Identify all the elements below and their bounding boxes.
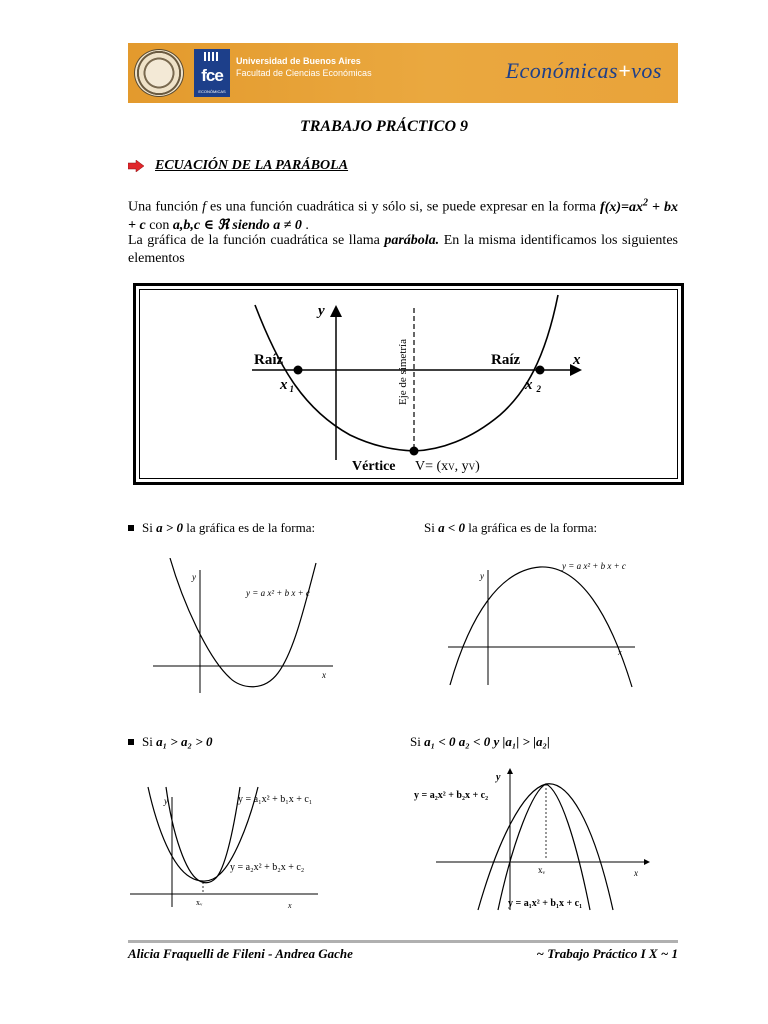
g4-x-arrow (644, 859, 650, 865)
root-right-label: Raíz (491, 352, 521, 368)
g2-equation: y = a x² + b x + c (562, 561, 626, 571)
fce-logo-subtext: ECONÓMICAS (198, 89, 226, 94)
g3-y-label: y (164, 796, 168, 806)
g2-curve (450, 567, 632, 687)
c1-text-b: a > 0 (156, 520, 184, 535)
graph-upward-parabola (148, 558, 348, 698)
c4-text-a: Si (410, 734, 425, 749)
footer-authors: Alicia Fraquelli de Fileni - Andrea Gache (128, 946, 353, 961)
bullet-square-icon (128, 525, 134, 531)
bullet-square-icon (128, 739, 134, 745)
p1-text-a: Una función (128, 199, 203, 215)
graph-two-upward-parabolas (128, 782, 330, 912)
g2-y-label: y (480, 571, 484, 581)
x1-letter: x (280, 377, 288, 393)
main-y-arrow (330, 305, 342, 317)
g4-curve-a1 (498, 784, 590, 910)
vertex-equation (415, 459, 480, 474)
root-left-label: Raíz (254, 352, 284, 368)
g3-curve-a1 (166, 787, 240, 883)
diagram-inner-frame (139, 289, 678, 479)
main-y-label: y (318, 303, 325, 319)
building-icon (204, 52, 220, 61)
x1-subscript: 1 (289, 384, 294, 394)
vertex-sub-y: V (468, 462, 476, 472)
university-name: Universidad de Buenos Aires (236, 56, 361, 66)
paragraph-definition (128, 194, 678, 235)
vertex-sub-x: V (448, 462, 455, 472)
c2-text-a: Si (424, 520, 439, 535)
parabola-diagram (133, 283, 684, 485)
parabola-diagram-svg (140, 290, 677, 478)
root-right-point (536, 366, 545, 375)
g4-equation-2: y = a₁x² + b₁x + c₁ (508, 898, 583, 909)
p1-text-b: es una función cuadrática si y sólo si, se puede expresar en la forma (206, 199, 601, 215)
g3-xv-label: xᵥ (196, 898, 203, 907)
x2-letter: x (525, 377, 533, 393)
g4-y-arrow (507, 768, 513, 774)
arrow-right-icon (128, 160, 144, 172)
vertex-label: Vértice (352, 459, 396, 474)
fce-logo (194, 49, 230, 97)
p1-text-c: con (145, 217, 173, 233)
x2-subscript: 2 (536, 384, 541, 394)
c2-text-b: a < 0 (438, 520, 466, 535)
vertex-eq-close: ) (475, 459, 480, 474)
header-banner (128, 43, 678, 103)
c1-text-c: la gráfica es de la forma: (183, 520, 316, 535)
g2-x-label: x (618, 648, 622, 657)
g3-equation-1: y = a₁x² + b₁x + c₁ (238, 794, 313, 805)
symmetry-axis-label: Eje de simetría (397, 339, 409, 405)
page-title: TRABAJO PRÁCTICO 9 (299, 118, 469, 135)
paragraph-parabola (128, 232, 678, 268)
root-left-point (294, 366, 303, 375)
condition-a-negative (424, 520, 597, 536)
c1-text-a: Si (142, 520, 157, 535)
x2-label (524, 377, 542, 394)
vertex-eq-start: V= (x (415, 459, 449, 474)
g4-curve-a2 (478, 784, 613, 910)
condition-a1-a2-negative (410, 734, 550, 750)
footer-page-info: ~ Trabajo Práctico I X ~ 1 (536, 946, 678, 961)
g1-y-label: y (192, 572, 196, 582)
g4-xv-label: xᵥ (538, 865, 546, 875)
g4-x-label: x (634, 868, 638, 878)
graph-downward-parabola (440, 555, 652, 690)
g4-equation-1: y = a₂x² + b₂x + c₂ (414, 790, 489, 801)
brand-main: Económicas (505, 58, 619, 83)
c2-text-c: la gráfica es de la forma: (465, 520, 598, 535)
g1-equation: y = a x² + b x + c (246, 588, 310, 598)
main-x-label: x (573, 352, 581, 368)
p1-formula-exp: 2 (643, 197, 648, 208)
condition-a-positive (128, 520, 315, 536)
graph-two-downward-parabolas (408, 760, 658, 915)
p2-text-b: En la misma identificamos los siguientes elementos (128, 233, 678, 266)
faculty-name: Facultad de Ciencias Económicas (236, 68, 372, 78)
section-title: ECUACIÓN DE LA PARÁBOLA (155, 158, 349, 173)
c3-text-b: a₁ > a₂ > 0 (156, 734, 213, 749)
brand-end: vos (631, 58, 662, 83)
g3-x-label: x (288, 901, 292, 910)
c3-text-a: Si (142, 734, 157, 749)
fce-logo-text: fce (201, 66, 223, 85)
p1-text-d: . (301, 217, 309, 233)
p1-formula-main: f(x)=ax (600, 199, 643, 215)
p1-conditions: a,b,c ∈ ℜ siendo a ≠ 0 (172, 217, 302, 233)
brand-logo (506, 58, 662, 84)
g4-y-label: y (496, 772, 501, 783)
brand-plus: + (618, 58, 632, 83)
c4-text-b: a₁ < 0 a₂ < 0 y |a₁| > |a₂| (424, 734, 550, 749)
vertex-point (410, 447, 419, 456)
p1-f: f (202, 199, 206, 215)
condition-a1-gt-a2 (128, 734, 212, 750)
g1-x-label: x (322, 670, 326, 680)
university-seal-icon (134, 49, 184, 97)
g3-equation-2: y = a₂x² + b₂x + c₂ (230, 862, 305, 873)
vertex-eq-mid: , y (454, 459, 469, 474)
p1-formula-rest: + bx + c (128, 199, 678, 233)
p2-text-a: La gráfica de la función cuadrática se llama (128, 233, 385, 248)
footer-divider (128, 940, 678, 943)
p2-term: parábola. (384, 233, 440, 248)
